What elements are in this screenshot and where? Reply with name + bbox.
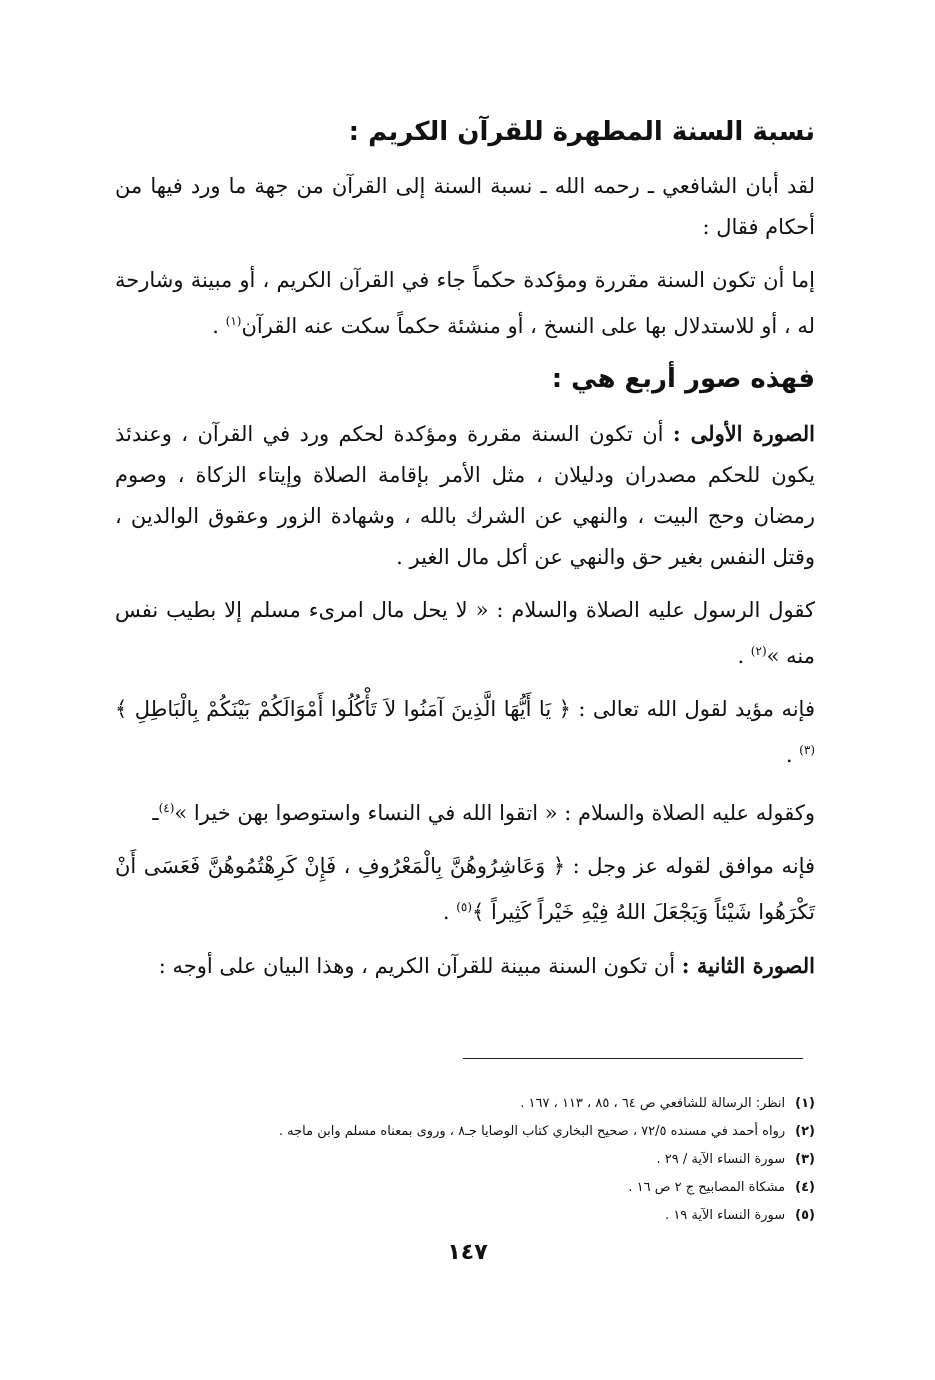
paragraph-hadith-2: [115, 788, 815, 834]
footnote-ref-2: (٢): [750, 644, 767, 658]
footnote-number: (٤): [795, 1180, 815, 1195]
verse-1-text: فإنه مؤيد لقول الله تعالى : ﴿ يَا أَيُّهَا الَّذِينَ آمَنُوا لاَ تَأْكُلُوا أَمْوَالَكُمْ بَيْنَكُمْ بِالْبَاطِلِ ﴾: [115, 697, 815, 721]
paragraph-end-mark: .: [737, 644, 751, 668]
hadith-2-text: وكقوله عليه الصلاة والسلام : « اتقوا الله في النساء واستوصوا بهن خيرا »: [174, 801, 815, 825]
footnote-item: [115, 1118, 815, 1146]
footnote-item: [115, 1174, 815, 1202]
paragraph-first-form: [115, 413, 815, 578]
footnote-ref-5: (٥): [456, 900, 473, 914]
paragraph-second-form: [115, 945, 815, 987]
footnotes: [115, 1090, 815, 1230]
section-heading: نسبة السنة المطهرة للقرآن الكريم :: [348, 117, 815, 147]
paragraph-intro-text: لقد أبان الشافعي ـ رحمه الله ـ نسبة السنة إلى القرآن من جهة ما ورد فيها من أحكام فقال :: [115, 174, 815, 239]
paragraph-shafii-quote: [115, 260, 815, 347]
subsection-heading: فهذه صور أربع هي :: [551, 364, 815, 394]
footnote-item: [115, 1202, 815, 1230]
first-form-text: أن تكون السنة مقررة ومؤكدة لحكم ورد في القرآن ، وعندئذ يكون للحكم مصدران ودليلان ، مثل الأمر بإقامة الصلاة وإيتاء الزكاة ، وصوم رمضان وحج البيت ، والنهي عن الشرك بالله ، وشهادة الزور وعقوق الوالدين ، وقتل النفس بغير حق والنهي عن أكل مال الغير .: [115, 422, 815, 569]
paragraph-verse-2: [115, 846, 815, 933]
footnote-separator: [463, 1058, 803, 1059]
footnote-number: (٥): [795, 1208, 815, 1223]
footnote-ref-3: (٣): [799, 743, 815, 757]
paragraph-end-mark: .: [785, 743, 800, 767]
first-form-label: الصورة الأولى :: [672, 421, 815, 446]
verse-2-text: فإنه موافق لقوله عز وجل : ﴿ وَعَاشِرُوهُنَّ بِالْمَعْرُوفِ ، فَإِنْ كَرِهْتُمُوهُنَّ فَعَسَى أَنْ تَكْرَهُوا شَيْئاً وَيَجْعَلَ اللهُ فِيْهِ خَيْراً كَثِيراً ﴾: [115, 854, 815, 924]
footnote-number: (١): [795, 1096, 815, 1111]
footnote-text: سورة النساء الآية / ٢٩ .: [656, 1152, 786, 1167]
paragraph-verse-1: [115, 689, 815, 776]
paragraph-shafii-quote-text: إما أن تكون السنة مقررة ومؤكدة حكماً جاء في القرآن الكريم ، أو مبينة وشارحة له ، أو للاستدلال بها على النسخ ، أو منشئة حكماً سكت عنه القرآن: [115, 268, 815, 338]
paragraph-intro: [115, 166, 815, 248]
paragraph-end-mark: .: [442, 900, 457, 924]
footnote-number: (٢): [795, 1124, 815, 1139]
footnote-text: انظر: الرسالة للشافعي ص ٦٤ ، ٨٥ ، ١١٣ ، ١٦٧ .: [520, 1096, 786, 1111]
footnote-ref-4: (٤): [158, 801, 175, 815]
hadith-1-text: كقول الرسول عليه الصلاة والسلام : « لا يحل مال امرىء مسلم إلا بطيب نفس منه »: [115, 598, 815, 668]
page-body: [115, 100, 815, 999]
paragraph-end-mark: ـ: [152, 801, 159, 825]
footnote-text: مشكاة المصابيح ج ٢ ص ١٦ .: [628, 1180, 786, 1195]
footnote-number: (٣): [795, 1152, 815, 1167]
second-form-text: أن تكون السنة مبينة للقرآن الكريم ، وهذا البيان على أوجه :: [158, 954, 682, 978]
footnote-text: رواه أحمد في مسنده ٧٢/٥ ، صحيح البخاري كتاب الوصايا جـ٨ ، وروى بمعناه مسلم وابن ماجه .: [278, 1124, 786, 1139]
second-form-label: الصورة الثانية :: [681, 953, 815, 978]
paragraph-end-mark: .: [212, 314, 226, 338]
footnote-ref-1: (١): [225, 314, 242, 328]
page-number: ١٤٧: [447, 1240, 488, 1265]
footnote-item: [115, 1090, 815, 1118]
paragraph-hadith-1: [115, 590, 815, 677]
footnote-item: [115, 1146, 815, 1174]
footnote-text: سورة النساء الآية ١٩ .: [665, 1208, 786, 1223]
